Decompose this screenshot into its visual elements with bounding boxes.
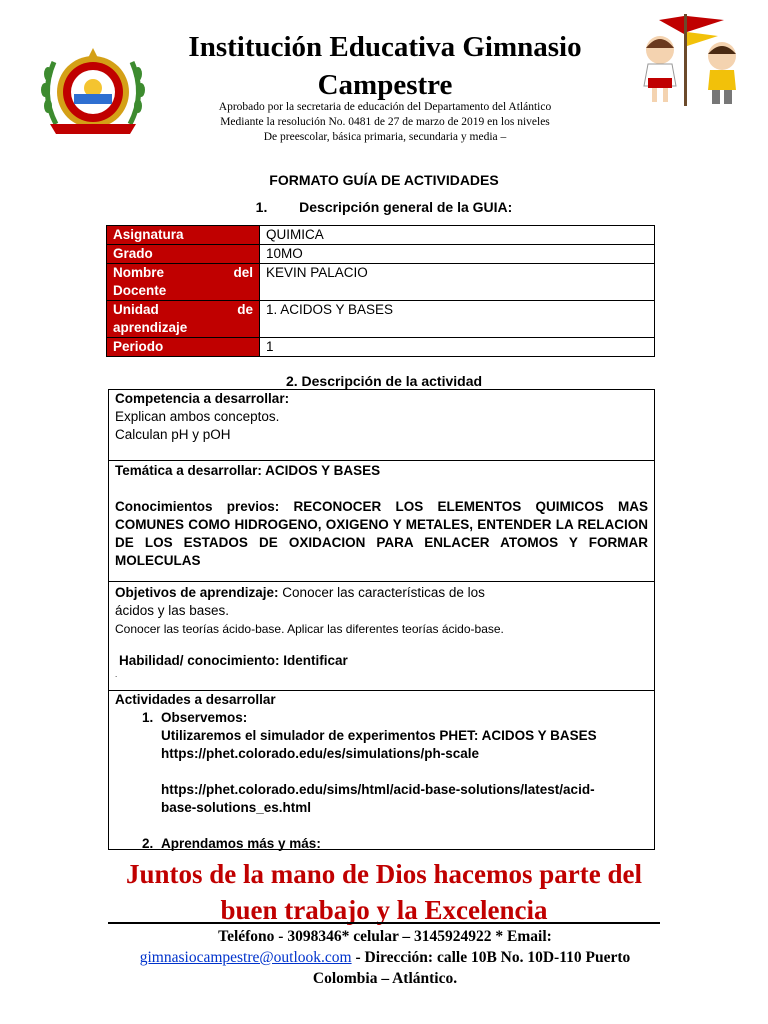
docente-label [107,264,260,301]
approval-line-3: De preescolar, básica primaria, secundaria y media – [263,131,507,143]
objetivos-text-2: ácidos y las bases. [115,603,230,618]
periodo-value: 1 [260,338,655,357]
actividades-box [108,690,655,850]
grado-value: 10MO [260,245,655,264]
row-grado [107,245,655,264]
section-1-title: Descripción general de la GUIA: [299,199,513,215]
children-flag-illustration [626,10,760,110]
list-item [157,709,648,835]
objetivos-dot: . [115,670,118,679]
item-1-title: 1. Observemos: [161,710,248,725]
conocimientos-previos: Conocimientos previos: RECONOCER LOS ELEMENTOS QUIMICOS MAS COMUNES COMO HIDROGENO, OXIGENO Y METALES, ENTENDER LA RELACION DE LOS ESTADOS DE OXIDACION PARA ENLACER ATOMOS Y FORMAR MOLECULAS [115,499,648,568]
item-2-title: 2. Aprendamos más y más: [161,836,321,851]
unidad-label-a: Unidad [113,302,159,317]
motto-line-2: buen trabajo y la Excelencia [220,895,548,925]
approval-text [150,100,620,145]
objetivos-text-1: Conocer las características de los [278,585,485,600]
asignatura-value: QUIMICA [260,226,655,245]
docente-label-c: Docente [113,283,167,298]
contact-line-2 [100,947,670,968]
contact-line-1: Teléfono - 3098346* celular – 3145924922 * Email: [218,928,552,945]
actividades-title: Actividades a desarrollar [115,692,276,707]
competencia-line-2: Calculan pH y pOH [115,427,231,442]
motto-line-1: Juntos de la mano de Dios hacemos parte del [125,859,642,889]
row-unidad [107,301,655,338]
unidad-value: 1. ACIDOS Y BASES [260,301,655,338]
tematica-text: Temática a desarrollar: ACIDOS Y BASES [115,463,381,478]
asignatura-label: Asignatura [107,226,260,245]
competencia-line-1: Explican ambos conceptos. [115,409,280,424]
periodo-label: Periodo [107,338,260,357]
unidad-label-b: de [237,302,253,317]
form-title: FORMATO GUÍA DE ACTIVIDADES [269,172,499,188]
general-info-table [106,225,655,357]
address-text: - Dirección: calle 10B No. 10D-110 Puerto [351,949,631,966]
section-2-heading: 2. Descripción de la actividad [285,373,483,389]
row-docente [107,264,655,301]
approval-line-1: Aprobado por la secretaria de educación del Departamento del Atlántico [218,101,552,113]
competencia-label: Competencia a desarrollar: [115,391,290,406]
item-1-url-1[interactable]: https://phet.colorado.edu/es/simulations/ph-scale [161,746,480,761]
row-periodo [107,338,655,357]
contact-info [100,926,670,989]
objetivos-box [108,581,655,691]
section-1-heading [0,199,768,215]
tematica-box [108,460,655,582]
competencia-box [108,389,655,461]
docente-value: KEVIN PALACIO [260,264,655,301]
contact-line-3: Colombia – Atlántico. [312,970,458,987]
item-1-text: Utilizaremos el simulador de experimentos PHET: ACIDOS Y BASES [161,728,597,743]
docente-label-b: del [233,265,253,280]
grado-label: Grado [107,245,260,264]
objetivos-label: Objetivos de aprendizaje: [115,585,279,600]
email-link[interactable]: gimnasiocampestre@outlook.com [139,949,352,966]
unidad-label [107,301,260,338]
objetivos-text-3: Conocer las teorías ácido-base. Aplicar las diferentes teorías ácido-base. [115,622,504,636]
school-title: Institución Educativa Gimnasio Campestre [188,31,582,101]
item-1-url-2-b[interactable]: base-solutions_es.html [161,800,312,815]
motto [0,856,768,928]
school-crest-logo [36,44,150,140]
list-item [157,835,648,853]
footer-divider [108,922,660,924]
item-1-url-2-a[interactable]: https://phet.colorado.edu/sims/html/acid-base-solutions/latest/acid- [161,782,595,797]
actividades-list [115,709,648,853]
section-1-number: 1. [255,199,268,215]
habilidad-text: Habilidad/ conocimiento: Identificar [119,653,348,668]
row-asignatura [107,226,655,245]
unidad-label-c: aprendizaje [113,320,188,335]
docente-label-a: Nombre [113,265,165,280]
approval-line-2: Mediante la resolución No. 0481 de 27 de marzo de 2019 en los niveles [220,116,550,128]
